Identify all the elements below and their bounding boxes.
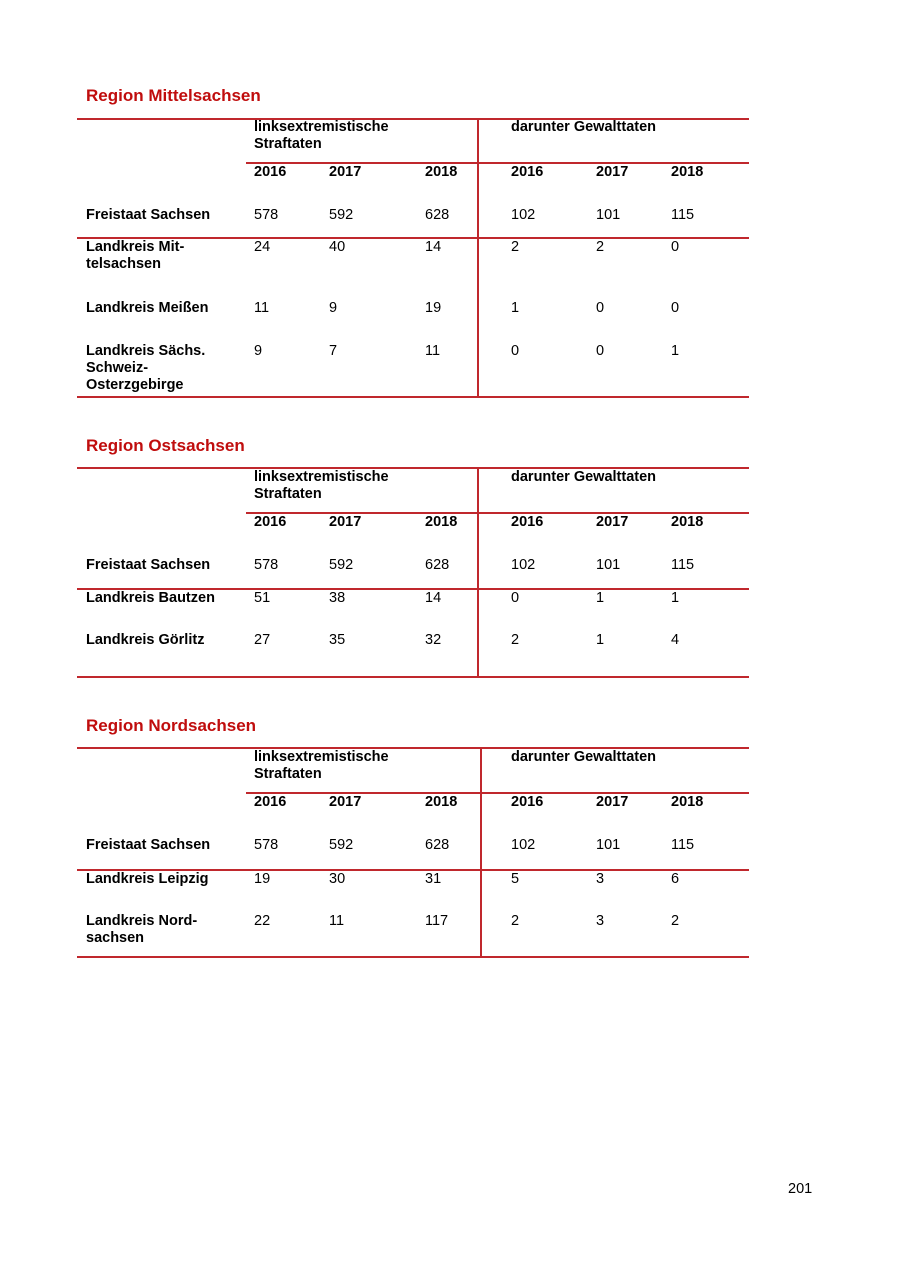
group-divider: [480, 747, 482, 958]
table-cell: 117: [425, 913, 449, 929]
table-title: Region Mittelsachsen: [86, 86, 261, 105]
table-cell: 2: [671, 913, 680, 929]
table-cell: 31: [425, 871, 442, 887]
group-header-offenses: linksextremistische Straftaten: [254, 749, 389, 782]
table-cell: 0: [671, 239, 680, 255]
page-number: 201: [788, 1181, 813, 1197]
table-cell: 115: [671, 557, 695, 573]
year-header: 2017: [329, 794, 362, 810]
row-label: Schweiz-: [86, 360, 149, 376]
table-cell: 4: [671, 632, 680, 648]
table-cell: 14: [425, 239, 442, 255]
group-header-violent: darunter Gewalttaten: [511, 749, 657, 765]
table-cell: 11: [425, 343, 441, 359]
table-bottom-rule: [77, 396, 749, 398]
table-cell: 592: [329, 557, 354, 573]
year-header: 2017: [596, 514, 629, 530]
row-label: Landkreis Görlitz: [86, 632, 205, 648]
table-cell: 3: [596, 913, 605, 929]
table-cell: 102: [511, 557, 536, 573]
table-cell: 1: [511, 300, 520, 316]
table-title: Region Ostsachsen: [86, 436, 245, 455]
year-header: 2018: [671, 514, 704, 530]
table-cell: 24: [254, 239, 271, 255]
table-cell: 578: [254, 557, 279, 573]
year-header: 2018: [425, 514, 458, 530]
table-cell: 628: [425, 837, 450, 853]
row-label: Landkreis Mit-: [86, 239, 185, 255]
table-cell: 5: [511, 871, 520, 887]
table-cell: 0: [671, 300, 680, 316]
table-cell: 101: [596, 207, 621, 223]
table-cell: 0: [511, 590, 520, 606]
table-cell: 1: [596, 590, 605, 606]
year-header: 2016: [511, 794, 544, 810]
table-title: Region Nordsachsen: [86, 716, 257, 735]
row-label: telsachsen: [86, 256, 161, 272]
group-header-violent: darunter Gewalttaten: [511, 469, 657, 485]
table-cell: 32: [425, 632, 442, 648]
year-header: 2018: [671, 794, 704, 810]
group-header-violent: darunter Gewalttaten: [511, 119, 657, 135]
table-cell: 2: [511, 913, 520, 929]
table-cell: 2: [596, 239, 605, 255]
table-cell: 102: [511, 207, 536, 223]
table-cell: 578: [254, 837, 279, 853]
year-header: 2017: [329, 514, 362, 530]
group-header-offenses: linksextremistische Straftaten: [254, 119, 389, 152]
table-cell: 3: [596, 871, 605, 887]
table-cell: 38: [329, 590, 346, 606]
year-header: 2016: [511, 514, 544, 530]
group-divider: [477, 467, 479, 678]
row-label: Osterzgebirge: [86, 377, 184, 393]
table-cell: 628: [425, 557, 450, 573]
table-cell: 2: [511, 239, 520, 255]
table-cell: 51: [254, 590, 271, 606]
table-cell: 7: [329, 343, 338, 359]
row-label: Freistaat Sachsen: [86, 207, 211, 223]
table-cell: 1: [671, 343, 680, 359]
table-cell: 27: [254, 632, 271, 648]
table-cell: 592: [329, 207, 354, 223]
year-header: 2018: [425, 164, 458, 180]
year-header: 2017: [596, 164, 629, 180]
table-cell: 40: [329, 239, 346, 255]
table-bottom-rule: [77, 676, 749, 678]
table-cell: 628: [425, 207, 450, 223]
table-cell: 30: [329, 871, 346, 887]
year-header: 2017: [596, 794, 629, 810]
table-cell: 101: [596, 557, 621, 573]
table-cell: 0: [596, 300, 605, 316]
table-cell: 9: [329, 300, 338, 316]
table-cell: 1: [596, 632, 605, 648]
row-label: Landkreis Sächs.: [86, 343, 206, 359]
table-cell: 11: [254, 300, 270, 316]
table-cell: 592: [329, 837, 354, 853]
year-header: 2016: [511, 164, 544, 180]
year-header: 2018: [671, 164, 704, 180]
table-cell: 102: [511, 837, 536, 853]
table-cell: 2: [511, 632, 520, 648]
row-label: Landkreis Bautzen: [86, 590, 215, 606]
row-label: Landkreis Nord-: [86, 913, 198, 929]
table-bottom-rule: [77, 956, 749, 958]
table-cell: 101: [596, 837, 621, 853]
year-header: 2016: [254, 164, 287, 180]
year-header: 2017: [329, 164, 362, 180]
table-cell: 115: [671, 837, 695, 853]
year-header: 2018: [425, 794, 458, 810]
table-cell: 115: [671, 207, 695, 223]
group-divider: [477, 118, 479, 398]
table-cell: 6: [671, 871, 680, 887]
table-cell: 9: [254, 343, 263, 359]
table-cell: 14: [425, 590, 442, 606]
table-cell: 22: [254, 913, 271, 929]
row-label: Freistaat Sachsen: [86, 837, 211, 853]
table-cell: 19: [254, 871, 271, 887]
row-label: Freistaat Sachsen: [86, 557, 211, 573]
table-cell: 11: [329, 913, 345, 929]
year-header: 2016: [254, 794, 287, 810]
year-header: 2016: [254, 514, 287, 530]
table-cell: 578: [254, 207, 279, 223]
table-cell: 1: [671, 590, 680, 606]
table-cell: 35: [329, 632, 346, 648]
row-label: Landkreis Meißen: [86, 300, 209, 316]
table-cell: 19: [425, 300, 442, 316]
table-cell: 0: [596, 343, 605, 359]
table-cell: 0: [511, 343, 520, 359]
row-label: Landkreis Leipzig: [86, 871, 209, 887]
group-header-offenses: linksextremistische Straftaten: [254, 469, 389, 502]
row-label: sachsen: [86, 930, 145, 946]
